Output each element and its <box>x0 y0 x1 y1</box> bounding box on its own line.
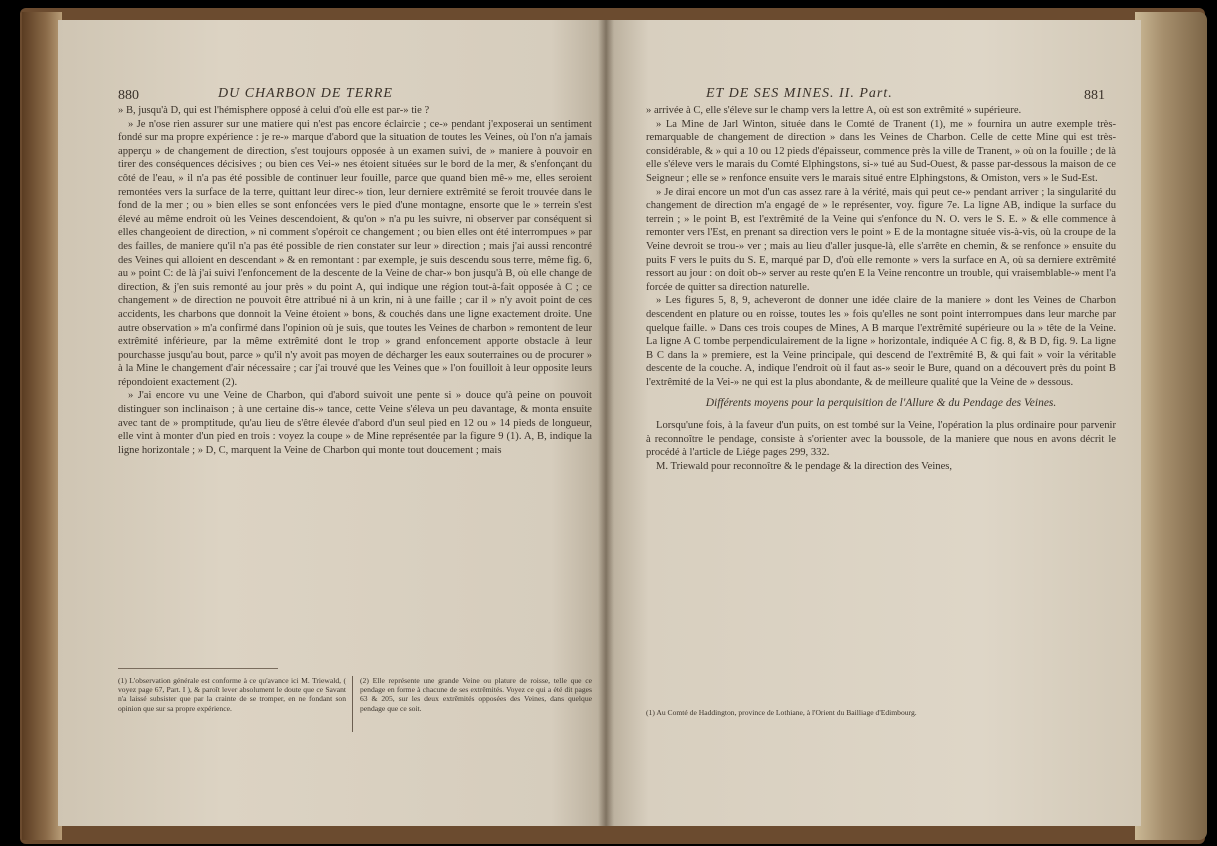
right-paragraph-1: » arrivée à C, elle s'éleve sur le champ vers la lettre A, où est son extrêmité » supérieure. <box>646 105 1022 116</box>
left-paragraph-3: » J'ai encore vu une Veine de Charbon, qui d'abord suivoit une pente si » douce qu'à peine on pouvoit distinguer son inclinaison ; à une certaine dis-» tance, cette Veine s'éleva un peu davantage, & monta ensuite avec tant de » promptitude, qu'au lieu de s'être élevée d'abord d'un seul pied en 12 ou » 14 pieds de longueur, elle vint à monter d'un pied en trois : voyez la coupe » de Mine représentée par la figure 9 (1). A, B, indique la ligne horizontale ; » D, C, marquent la Veine de Charbon qui monte tout doucement ; mais <box>118 390 592 456</box>
right-page-number: 881 <box>1084 88 1105 103</box>
footnote-rule <box>118 668 278 669</box>
footnote-column-separator <box>352 676 353 732</box>
right-footnote-1: (1) Au Comté de Haddington, province de Lothiane, à l'Orient du Bailliage d'Edimbourg. <box>646 708 917 717</box>
left-page-number: 880 <box>118 88 139 103</box>
book-gutter <box>598 20 614 826</box>
right-body <box>646 104 1116 473</box>
book-edge-left <box>22 12 62 840</box>
right-page <box>606 20 1141 826</box>
right-paragraph-2: » La Mine de Jarl Winton, située dans le Comté de Tranent (1), me » fournira un autre exemple très-remarquable de changement de direction » dans les Veines de Charbon. Celle de cette Mine qui est très-considérable, & » qui a 10 ou 12 pieds d'épaisseur, commence près la ville de Tranent, » où on la fouille ; de là elle s'éleve vers le marais du Comté Elphingstons, si-» tué au Sud-Ouest, & passe par-dessous la maison de ce Seigneur ; elle se » renfonce ensuite vers le marais situé entre Elphingstons, & Omiston, vers » le Sud-Est. <box>646 118 1116 184</box>
left-body <box>118 104 592 457</box>
book-page-edges-right <box>1135 12 1207 840</box>
right-paragraph-6: M. Triewald pour reconnoître & le pendage & la direction des Veines, <box>656 460 953 472</box>
left-paragraph-2: » Je n'ose rien assurer sur une matiere qui n'est pas encore éclaircie ; ce-» pendant j'exposerai un sentiment fondé sur ma propre expérience : je re-» marque d'abord que la situation de toutes les Veines, où l'on n'a jamais apperçu » de changement de direction, s'est toujours opposée à un examen suivi, de » maniere à pouvoir en tirer des conséquences décisives ; ou bien ces Vei-» nes étoient situées sur le bord de la mer, & s'enfonçant du côté de l'eau, » il n'a pas été possible de continuer leur fouille, parce que quand bien mê-» me, elles seroient remontées vers la surface de la terre, quittant leur direc-» tion, leur derniere extrêmité se feroit trouvée dans le fond de la mer ; ou » bien elles se sont enfoncées vers le pied d'une montagne, ensorte que le » terrein s'est élevé au même endroit où les Veines descendoient, & qu'on » n'a pu les suivre, ni observer par conséquent si elles changeoient de direction, » ni comment s'opéroit ce changement ; ou bien elles ont été interrompues » par des failles, de maniere qu'il n'a pas été possible de rien constater sur leur » direction ; mais j'ai aussi rencontré des Veines qui alloient en descendant » & en remontant : par exemple, je suis descendu sous terre, même fig. 6, au » point C: de là j'ai suivi l'enfoncement de la descente de la Veine de char-» bon jusqu'à B, où elle change de direction, & j'en suis remonté au jour près » du point A, qui indique une région tout-à-fait opposée à C ; ce changement » de direction ne pouvoit être attribué ni à un krin, ni à une faille ; car il » n'y avoit point de ces accidents, les charbons que donnoit la Veine étoient » bons, & couchés dans une ligne exactement droite. Une autre observation » m'a confirmé dans l'opinion où je suis, que toutes les Veines de charbon » remontent de leur extrêmité inférieure, par la même extrêmité dont le trop » grand enfoncement apporte obstacle à leur pourchasse jusqu'au bout, parce » qu'il n'y avoit pas moyen de décharger les eaux souterraines ou de procurer » à la Mine le changement d'air nécessaire ; car j'ai trouvé que les Veines que » l'on fouilloit à leur opposite leurs répondoient exactement (2). <box>118 118 592 388</box>
right-running-header: ET DE SES MINES. II. Part. <box>706 86 893 101</box>
right-paragraph-3: » Je dirai encore un mot d'un cas assez rare à la vérité, mais qui peut ce-» pendant arriver ; la singularité du changement de direction m'a engagé de » le représenter, voy. figure 7e. La ligne AB, indique la surface du terrein ; » le point B, est l'extrêmité de la Veine qui s'enfonce du N. O. vers le S. E. » & elle commence à remonter vers l'Est, en prenant sa direction vers le point » E de la montagne située vis-à-vis, où la croupe de la Veine devroit se trou-» ver ; mais au lieu d'aller jusque-là, elle s'arrête en chemin, & se renfonce » ensuite du puits F vers le puits du S. E, marqué par D, d'où elle remonte » vers la surface en A, où sa derniere extrêmité ressort au jour : on doit ob-» server au reste qu'en E la Veine rencontre un trouble, qui vraisemblable-» ment l'a forcée de quitter sa direction naturelle. <box>646 186 1116 293</box>
right-paragraph-5: Lorsqu'une fois, à la faveur d'un puits, on est tombé sur la Veine, l'opération la plus ordinaire pour parvenir à reconnoître le pendage, consiste à s'orienter avec la boussole, de la maniere que nous en avons décrit le procédé à l'article de Liége pages 299, 332. <box>646 420 1116 459</box>
left-footnote-1: (1) L'observation générale est conforme à ce qu'avance ici M. Triewald, ( voyez page 67, Part. I ), & paroît lever absolument le doute que ce Savant n'a laissé subsister que par la crainte de se tromper, en ne fondant son opinion que sur sa propre expérience. <box>118 676 346 713</box>
left-footnote-2: (2) Elle représente une grande Veine ou plature de roisse, telle que ce pendage en forme à chacune de ses extrêmités. Voyez ce qui a été dit pages 63 & 205, sur les deux extrêmités opposées des Veines, dans quelque pendage que ce soit. <box>360 676 592 713</box>
left-page <box>58 20 606 826</box>
left-paragraph-1: » B, jusqu'à D, qui est l'hémisphere opposé à celui d'où elle est par-» tie ? <box>118 105 430 116</box>
left-running-header: DU CHARBON DE TERRE <box>218 86 393 101</box>
right-paragraph-4: » Les figures 5, 8, 9, acheveront de donner une idée claire de la maniere » dont les Veines de Charbon descendent en plature ou en roisse, toutes les » fois qu'elles ne sont point interrompues dans leur marche par quelque faille. » Dans ces trois coupes de Mines, A B marque l'extrêmité supérieure ou la » tête de la Veine. La ligne A C tombe perpendiculairement de la ligne » horizontale, indiquée A C fig. 8, & B D, fig. 9. La ligne B C dans la » premiere, est la Veine principale, qui descend de l'extrêmité B, & qui fait » voir la véritable descente de la couche. A, indique l'endroit où il faut as-» seoir le Bure, quand on a découvert près du point B l'extrêmité de la Vei-» ne qui est la plus abondante, & de meilleure qualité que la Veine de » dessous. <box>646 295 1116 388</box>
section-heading: Différents moyens pour la perquisition de l'Allure & du Pendage des Veines. <box>705 397 1057 410</box>
